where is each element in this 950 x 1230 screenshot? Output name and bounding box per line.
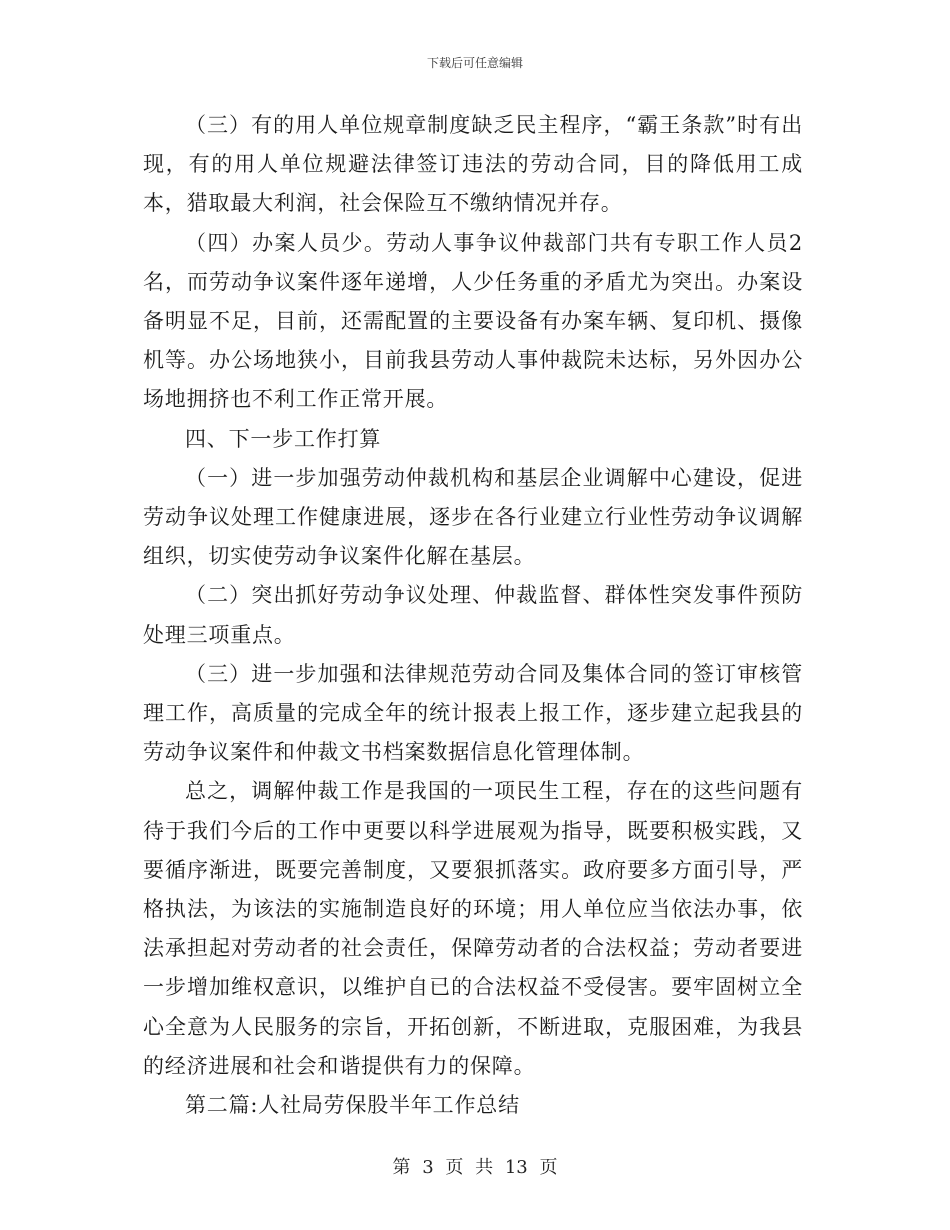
paragraph: （三）进一步加强和法律规范劳动合同及集体合同的签订审核管理工作，高质量的完成全年的统计报表上报工作，逐步建立起我县的劳动争议案件和仲裁文书档案数据信息化管理体制。 (143, 661, 803, 765)
section-heading: 四、下一步工作打算 (185, 426, 382, 451)
paragraph: （三）有的用人单位规章制度缺乏民主程序，“霸王条款”时有出现，有的用人单位规避法律签订违法的劳动合同，目的降低用工成本，猎取最大利润，社会保险互不缴纳情况并存。 (143, 113, 803, 216)
chapter-heading: 第二篇:人社局劳保股半年工作总结 (185, 1093, 520, 1118)
page-header-note: 下载后可任意编辑 (426, 56, 523, 70)
paragraph: （四）办案人员少。劳动人事争议仲裁部门共有专职工作人员2名，而劳动争议案件逐年递增，人少任务重的矛盾尤为突出。办案设备明显不足，目前，还需配置的主要设备有办案车辆、复印机、摄像机等。办公场地狭小，目前我县劳动人事仲裁院未达标，另外因办公场地拥挤也不利工作正常开展。 (143, 230, 803, 412)
page-number: 第 3 页 共 13 页 (392, 1157, 558, 1178)
paragraph: （一）进一步加强劳动仲裁机构和基层企业调解中心建设，促进劳动争议处理工作健康进展，逐步在各行业建立行业性劳动争议调解组织，切实使劳动争议案件化解在基层。 (143, 465, 803, 569)
paragraph: （二）突出抓好劳动争议处理、仲裁监督、群体性突发事件预防处理三项重点。 (143, 583, 803, 647)
document-body (143, 106, 803, 1125)
paragraph: 总之，调解仲裁工作是我国的一项民生工程，存在的这些问题有待于我们今后的工作中更要以科学进展观为指导，既要积极实践，又要循序渐进，既要完善制度，又要狠抓落实。政府要多方面引导，严格执法，为该法的实施制造良好的环境；用人单位应当依法办事，依法承担起对劳动者的社会责任，保障劳动者的合法权益；劳动者要进一步增加维权意识，以维护自已的合法权益不受侵害。要牢固树立全心全意为人民服务的宗旨，开拓创新，不断进取，克服困难，为我县的经济进展和社会和谐提供有力的保障。 (143, 779, 803, 1078)
